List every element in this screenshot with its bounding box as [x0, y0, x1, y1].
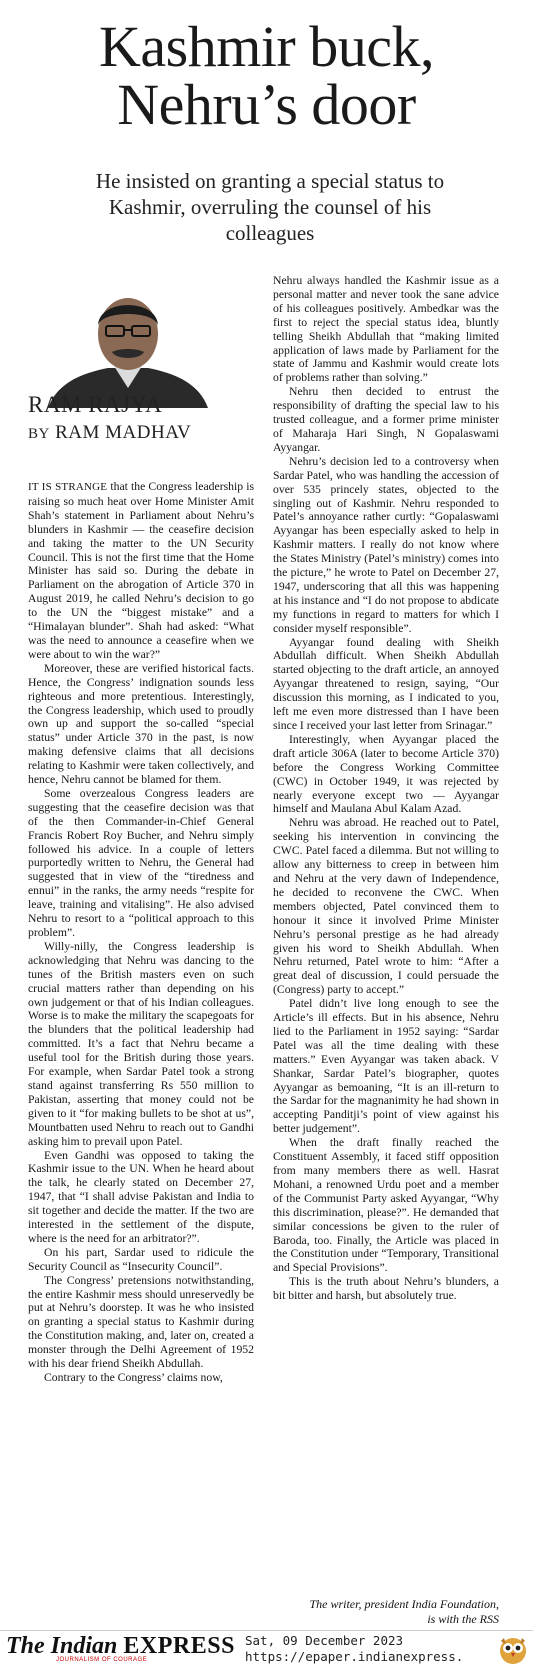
column-name: RAM RAJYA	[28, 392, 163, 417]
logo-express: EXPRESS	[123, 1633, 235, 1659]
paragraph: This is the truth about Nehru’s blunders, a bit bitter and harsh, but absolutely true.	[273, 1275, 499, 1303]
paragraph: Moreover, these are verified historical facts. Hence, the Congress’ indignation sounds less righteous and more pretentious. Interestingly, the Congress leadership, which used to proudly own up and support the so-called “special status” under Article 370 in the past, is now making defensive claims that all decisions relating to Kashmir were taken collectively, and hence, Nehru cannot be blamed for them.	[28, 661, 254, 787]
paragraph: Interestingly, when Ayyangar placed the draft article 306A (later to become Article 370) before the Congress Working Committee (CWC) in October 1949, it was rejected by nearly everyone except two — Ayyangar himself and Maulana Abul Kalam Azad.	[273, 732, 499, 816]
paragraph: When the draft finally reached the Constituent Assembly, it faced stiff opposition from many members there as well. Hasrat Mohani, a renowned Urdu poet and a member of the Communist Party asked Ayyangar, “Why this discrimination, please?”. He demanded that similar concessions be given to the ruler of Baroda, too. Finally, the Article was placed in the Constitution under “Temporary, Transitional and Special Provisions”.	[273, 1136, 499, 1275]
paragraph: On his part, Sardar used to ridicule the Security Council as “Insecurity Council”.	[28, 1245, 254, 1273]
paragraph: Nehru then decided to entrust the responsibility of drafting the special law to his trusted colleague, and a former prime minister of Maharaja Hari Singh, N Gopalaswami Ayyangar.	[273, 385, 499, 454]
article-column-right	[273, 274, 499, 1303]
lead-caps: IT IS STRANGE	[28, 481, 108, 493]
indian-express-logo[interactable]	[6, 1633, 235, 1660]
paragraph: Nehru was abroad. He reached out to Patel, seeking his intervention in convincing the CWC. Patel faced a dilemma. But not willing to allow any bitterness to creep in between him and Nehru at the very dawn of Independence, he decided to reconvene the CWC. When members objected, Patel convinced them to honour it since it involved Prime Minister Nehru’s personal prestige as he had already given his word to Sheikh Abdullah. When Nehru returned, Patel wrote to him: “After a great deal of discussion, I could persuade the (Congress) party to accept.”	[273, 816, 499, 997]
paragraph	[28, 480, 254, 662]
paragraph: Even Gandhi was opposed to taking the Kashmir issue to the UN. When he heard about the talk, he clearly stated on December 27, 1947, that “I shall advise Pakistan and India to sit together and decide the matter. If the two are interested in the settlement of the dispute, where is the need for an arbitrator?”.	[28, 1148, 254, 1245]
paragraph: Willy-nilly, the Congress leadership is acknowledging that Nehru was dancing to the tunes of the British masters even on such crucial matters rather than depending on his own judgement or that of his Indian colleagues. Worse is to make the military the scapegoats for the blunders that the political leadership had committed. It’s a fact that Nehru became a useful tool for the British during those years. For example, when Sardar Patel took a strong stand against transferring Rs 550 million to Pakistan, asserting that money could not be given to it “for making bullets to be shot at us”, Mountbatten used Nehru to reach out to Gandhi asking him to prevail upon Patel.	[28, 939, 254, 1148]
byline-author: RAM MADHAV	[55, 422, 192, 443]
epaper-url[interactable]: https://epaper.indianexpress.	[245, 1649, 464, 1664]
edition-date: Sat, 09 December 2023	[245, 1633, 404, 1648]
headline-line-2: Nehru’s door	[117, 72, 416, 137]
owl-icon	[496, 1633, 530, 1665]
logo-text: The Indian	[6, 1633, 124, 1659]
credit-line-2: is with the RSS	[427, 1612, 499, 1626]
paragraph: Nehru’s decision led to a controversy when Sardar Patel, who was handling the accession of over 535 princely states, objected to the singling out of Kashmir. Nehru responded to Patel’s annoyance rather curtly: “Gopalaswami Ayyangar has been especially asked to help in Kashmir matters. I really do not know where the States Ministry (Patel’s ministry) comes into the picture,” he wrote to Patel on December 27, 1947, underscoring that all this was happening at his instance and “I do not propose to abdicate my functions in regard to matters for which I consider myself responsible”.	[273, 454, 499, 635]
paragraph: Some overzealous Congress leaders are suggesting that the ceasefire decision was that of the then Commander-in-Chief General Francis Robert Roy Bucher, and Nehru simply followed his advice. In a couple of letters purportedly written to Nehru, the General had suggested that in view of the “tiredness and ennui” in the ranks, the army needs “respite for leave, training and vitalising”. He also advised Nehru to resort to a “political approach to this problem”.	[28, 786, 254, 939]
paragraph: Patel didn’t live long enough to see the Article’s ill effects. But in his absence, Nehru lied to the Parliament in 1952 saying: “Sardar Patel was all the time dealing with these matters.” Even Ayyangar was taken aback. V Shankar, Sardar Patel’s biographer, quotes Ayyangar as bemoaning, “It is an ill-return to the Sardar for the magnanimity he had shown in accepting Panditji’s point of view against his better judgement”.	[273, 997, 499, 1136]
paragraph: The Congress’ pretensions notwithstanding, the entire Kashmir mess should unreservedly be put at Nehru’s doorstep. It was he who insisted on granting a special status to Kashmir during the Constitution making, and, later on, created a monster through the Delhi Agreement of 1952 with his dear friend Sheikh Abdullah.	[28, 1273, 254, 1371]
byline-prefix: BY	[28, 426, 50, 442]
logo-tagline: JOURNALISM OF COURAGE	[56, 1657, 148, 1663]
paragraph-text: that the Congress leadership is raising so much heat over Home Minister Amit Shah’s statement in Parliament about Nehru’s blunders in Kashmir — the ceasefire decision and taking the matter to the UN Security Council. This is not the first time that the Home Minister has said so. During the debate in Parliament on the abrogation of Article 370 in August 2019, he called Nehru’s decision to go to the UN the “biggest mistake” and a “Himalayan blunder”. Shah had asked: “What was the need to announce a ceasefire when we were about to win the war?”	[28, 480, 254, 661]
headline	[0, 14, 533, 137]
subheadline: He insisted on granting a special status to Kashmir, overruling the counsel of his colleagues	[95, 169, 445, 245]
credit-line-1: The writer, president India Foundation,	[309, 1597, 499, 1611]
epaper-footer	[0, 1630, 533, 1667]
paragraph: Nehru always handled the Kashmir issue as a personal matter and never took the sane advice of his colleagues positively. Ambedkar was the first to reject the special status idea, bluntly telling Sheikh Abdullah that “making limited application of laws made by Parliament for the state of Jammu and Kashmir would create lots of problems rather than solving.”	[273, 274, 499, 385]
author-credit	[273, 1597, 499, 1627]
paragraph: Ayyangar found dealing with Sheikh Abdullah difficult. When Sheikh Abdullah started objecting to the draft article, an annoyed Ayyangar threatened to resign, saying, “Our discussion this morning, as I indicated to you, left me even more distressed than I have been since I received your last letter from Srinagar.”	[273, 635, 499, 732]
headline-line-1: Kashmir buck,	[99, 14, 434, 79]
byline	[28, 422, 191, 444]
author-photo	[28, 280, 228, 408]
paragraph: Contrary to the Congress’ claims now,	[44, 1371, 223, 1384]
article-column-left	[28, 480, 254, 1385]
